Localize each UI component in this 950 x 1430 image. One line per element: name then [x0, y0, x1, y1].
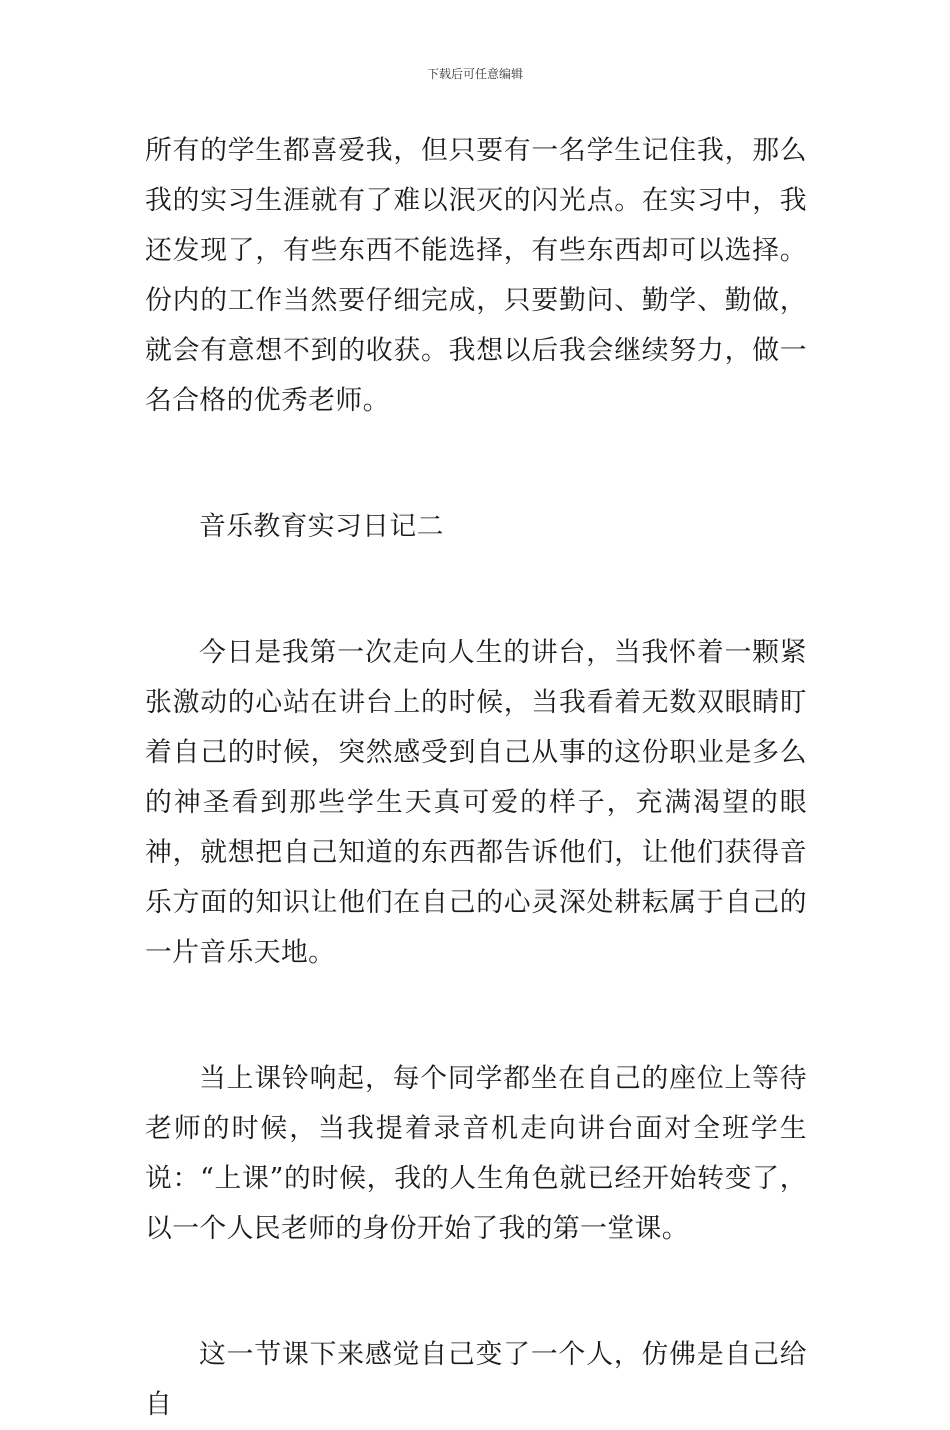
paragraph-3: 当上课铃响起，每个同学都坐在自己的座位上等待老师的时候，当我提着录音机走向讲台面对全班学生说：“上课”的时候，我的人生角色就已经开始转变了，以一个人民老师的身份开始了我的第一堂课。	[145, 1063, 807, 1244]
paragraph-4: 这一节课下来感觉自己变了一个人，仿佛是自己给自	[145, 1339, 807, 1420]
paragraph-2: 今日是我第一次走向人生的讲台，当我怀着一颗紧张激动的心站在讲台上的时候，当我看着无数双眼睛盯着自己的时候，突然感受到自己从事的这份职业是多么的神圣看到那些学生天真可爱的样子，充满渴望的眼神，就想把自己知道的东西都告诉他们，让他们获得音乐方面的知识让他们在自己的心灵深处耕耘属于自己的一片音乐天地。	[145, 637, 807, 968]
section-title: 音乐教育实习日记二	[199, 511, 444, 542]
paragraph-gap	[145, 1254, 807, 1330]
paragraph-gap	[145, 552, 807, 628]
header-note: 下载后可任意编辑	[426, 67, 523, 81]
paragraph-gap	[145, 978, 807, 1054]
paragraph-gap	[145, 426, 807, 502]
document-body	[145, 126, 807, 1430]
paragraph-1: 所有的学生都喜爱我，但只要有一名学生记住我，那么我的实习生涯就有了难以泯灭的闪光点。在实习中，我还发现了，有些东西不能选择，有些东西却可以选择。份内的工作当然要仔细完成，只要勤问、勤学、勤做，就会有意想不到的收获。我想以后我会继续努力，做一名合格的优秀老师。	[145, 135, 807, 416]
